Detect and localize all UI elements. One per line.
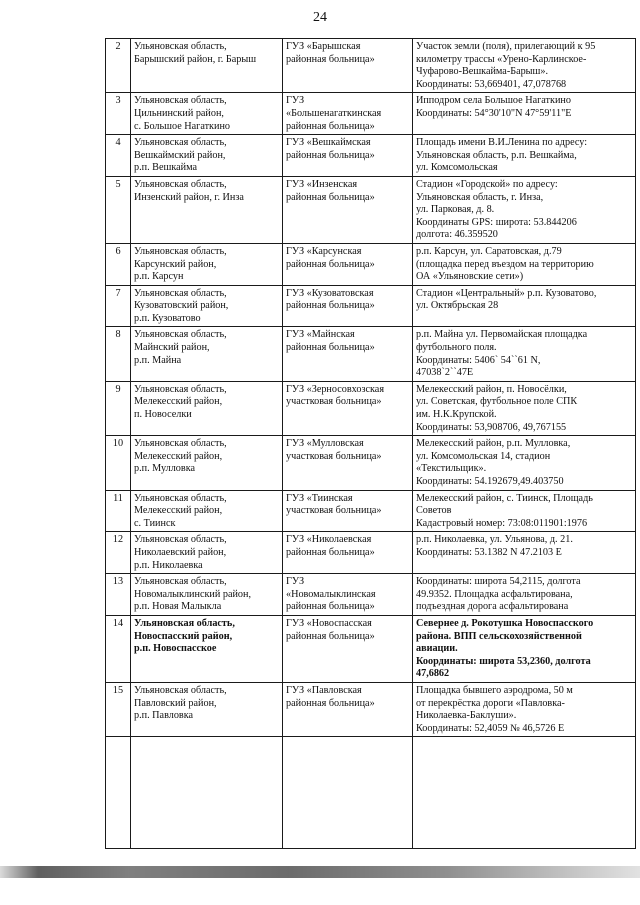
site-cell: Мелекесский район, с. Тиинск, Площадь Советов Кадастровый номер: 73:08:011901:1976	[413, 490, 636, 532]
site-cell: Стадион «Центральный» р.п. Кузоватово, ул. Октябрьская 28	[413, 285, 636, 327]
row-number: 7	[106, 285, 131, 327]
site-cell: Севернее д. Рокотушка Новоспасского района. ВПП сельскохозяйственной авиации. Координаты: широта 53,2360, долгота 47,6862	[413, 615, 636, 682]
hospital-cell: ГУЗ «Инзенская районная больница»	[283, 176, 413, 243]
region-cell: Ульяновская область, Николаевский район, р.п. Николаевка	[131, 532, 283, 574]
table-row	[106, 176, 636, 243]
row-number: 5	[106, 176, 131, 243]
site-cell: Участок земли (поля), прилегающий к 95 километру трассы «Урено-Карлинское- Чуфарово-Вешкайма-Барыш». Координаты: 53,669401, 47,078768	[413, 39, 636, 93]
empty-cell	[106, 737, 131, 849]
table-row	[106, 682, 636, 736]
region-cell: Ульяновская область, Вешкаймский район, р.п. Вешкайма	[131, 135, 283, 177]
region-cell: Ульяновская область, Карсунский район, р.п. Карсун	[131, 243, 283, 285]
hospital-cell: ГУЗ «Большенагаткинская районная больница»	[283, 93, 413, 135]
row-number: 3	[106, 93, 131, 135]
hospital-cell: ГУЗ «Барышская районная больница»	[283, 39, 413, 93]
hospital-cell: ГУЗ «Мулловская участковая больница»	[283, 436, 413, 490]
row-number: 4	[106, 135, 131, 177]
region-cell: Ульяновская область, Мелекесский район, п. Новоселки	[131, 381, 283, 435]
table-row	[106, 490, 636, 532]
site-cell: р.п. Карсун, ул. Саратовская, д.79 (площадка перед въездом на территорию ОА «Ульяновские сети»)	[413, 243, 636, 285]
site-cell: Координаты: широта 54,2115, долгота 49.9352. Площадка асфальтирована, подъездная дорога асфальтирована	[413, 574, 636, 616]
region-cell: Ульяновская область, Новомалыклинский район, р.п. Новая Малыкла	[131, 574, 283, 616]
hospital-cell: ГУЗ «Зерносовхозская участковая больница»	[283, 381, 413, 435]
site-cell: р.п. Майна ул. Первомайская площадка футбольного поля. Координаты: 5406` 54``61 N, 47038`2``47E	[413, 327, 636, 381]
row-number: 13	[106, 574, 131, 616]
hospital-cell: ГУЗ «Майнская районная больница»	[283, 327, 413, 381]
site-cell: р.п. Николаевка, ул. Ульянова, д. 21. Координаты: 53.1382 N 47.2103 E	[413, 532, 636, 574]
row-number: 14	[106, 615, 131, 682]
scan-edge-artifact	[0, 866, 640, 878]
table-row	[106, 327, 636, 381]
row-number: 6	[106, 243, 131, 285]
table-row	[106, 532, 636, 574]
site-cell: Ипподром села Большое Нагаткино Координаты: 54°30'10"N 47°59'11"E	[413, 93, 636, 135]
table-row	[106, 574, 636, 616]
region-cell: Ульяновская область, Мелекесский район, с. Тиинск	[131, 490, 283, 532]
hospital-cell: ГУЗ «Павловская районная больница»	[283, 682, 413, 736]
row-number: 11	[106, 490, 131, 532]
site-cell: Площадка бывшего аэродрома, 50 м от перекрёстка дороги «Павловка- Николаевка-Баклуши». Координаты: 52,4059 № 46,5726 Е	[413, 682, 636, 736]
site-cell: Площадь имени В.И.Ленина по адресу: Ульяновская область, р.п. Вешкайма, ул. Комсомольская	[413, 135, 636, 177]
row-number: 15	[106, 682, 131, 736]
table-row	[106, 615, 636, 682]
table-row	[106, 436, 636, 490]
region-cell: Ульяновская область, Барышский район, г. Барыш	[131, 39, 283, 93]
site-cell: Мелекесский район, п. Новосёлки, ул. Советская, футбольное поле СПК им. Н.К.Крупской. Координаты: 53,908706, 49,767155	[413, 381, 636, 435]
hospital-cell: ГУЗ «Николаевская районная больница»	[283, 532, 413, 574]
hospital-cell: ГУЗ «Кузоватовская районная больница»	[283, 285, 413, 327]
row-number: 12	[106, 532, 131, 574]
hospital-cell: ГУЗ «Новомалыклинская районная больница»	[283, 574, 413, 616]
row-number: 2	[106, 39, 131, 93]
table-row	[106, 135, 636, 177]
page-number: 24	[313, 10, 327, 25]
hospital-cell: ГУЗ «Карсунская районная больница»	[283, 243, 413, 285]
empty-cell	[283, 737, 413, 849]
helipad-sites-table	[105, 38, 636, 849]
row-number: 8	[106, 327, 131, 381]
region-cell: Ульяновская область, Инзенский район, г. Инза	[131, 176, 283, 243]
empty-cell	[131, 737, 283, 849]
region-cell: Ульяновская область, Мелекесский район, р.п. Мулловка	[131, 436, 283, 490]
hospital-cell: ГУЗ «Новоспасская районная больница»	[283, 615, 413, 682]
hospital-cell: ГУЗ «Тиинская участковая больница»	[283, 490, 413, 532]
table-row	[106, 93, 636, 135]
row-number: 10	[106, 436, 131, 490]
table-row	[106, 381, 636, 435]
table-row	[106, 243, 636, 285]
table-row	[106, 39, 636, 93]
table-row	[106, 285, 636, 327]
hospital-cell: ГУЗ «Вешкаймская районная больница»	[283, 135, 413, 177]
table-row-empty	[106, 737, 636, 849]
region-cell: Ульяновская область, Кузоватовский район, р.п. Кузоватово	[131, 285, 283, 327]
region-cell: Ульяновская область, Павловский район, р.п. Павловка	[131, 682, 283, 736]
row-number: 9	[106, 381, 131, 435]
region-cell: Ульяновская область, Майнский район, р.п. Майна	[131, 327, 283, 381]
site-cell: Стадион «Городской» по адресу: Ульяновская область, г. Инза, ул. Парковая, д. 8. Координаты GPS: широта: 53.844206 долгота: 46.359520	[413, 176, 636, 243]
region-cell: Ульяновская область, Цильнинский район, с. Большое Нагаткино	[131, 93, 283, 135]
empty-cell	[413, 737, 636, 849]
site-cell: Мелекесский район, р.п. Мулловка, ул. Комсомольская 14, стадион «Текстильщик». Координаты: 54.192679,49.403750	[413, 436, 636, 490]
region-cell: Ульяновская область, Новоспасский район, р.п. Новоспасское	[131, 615, 283, 682]
